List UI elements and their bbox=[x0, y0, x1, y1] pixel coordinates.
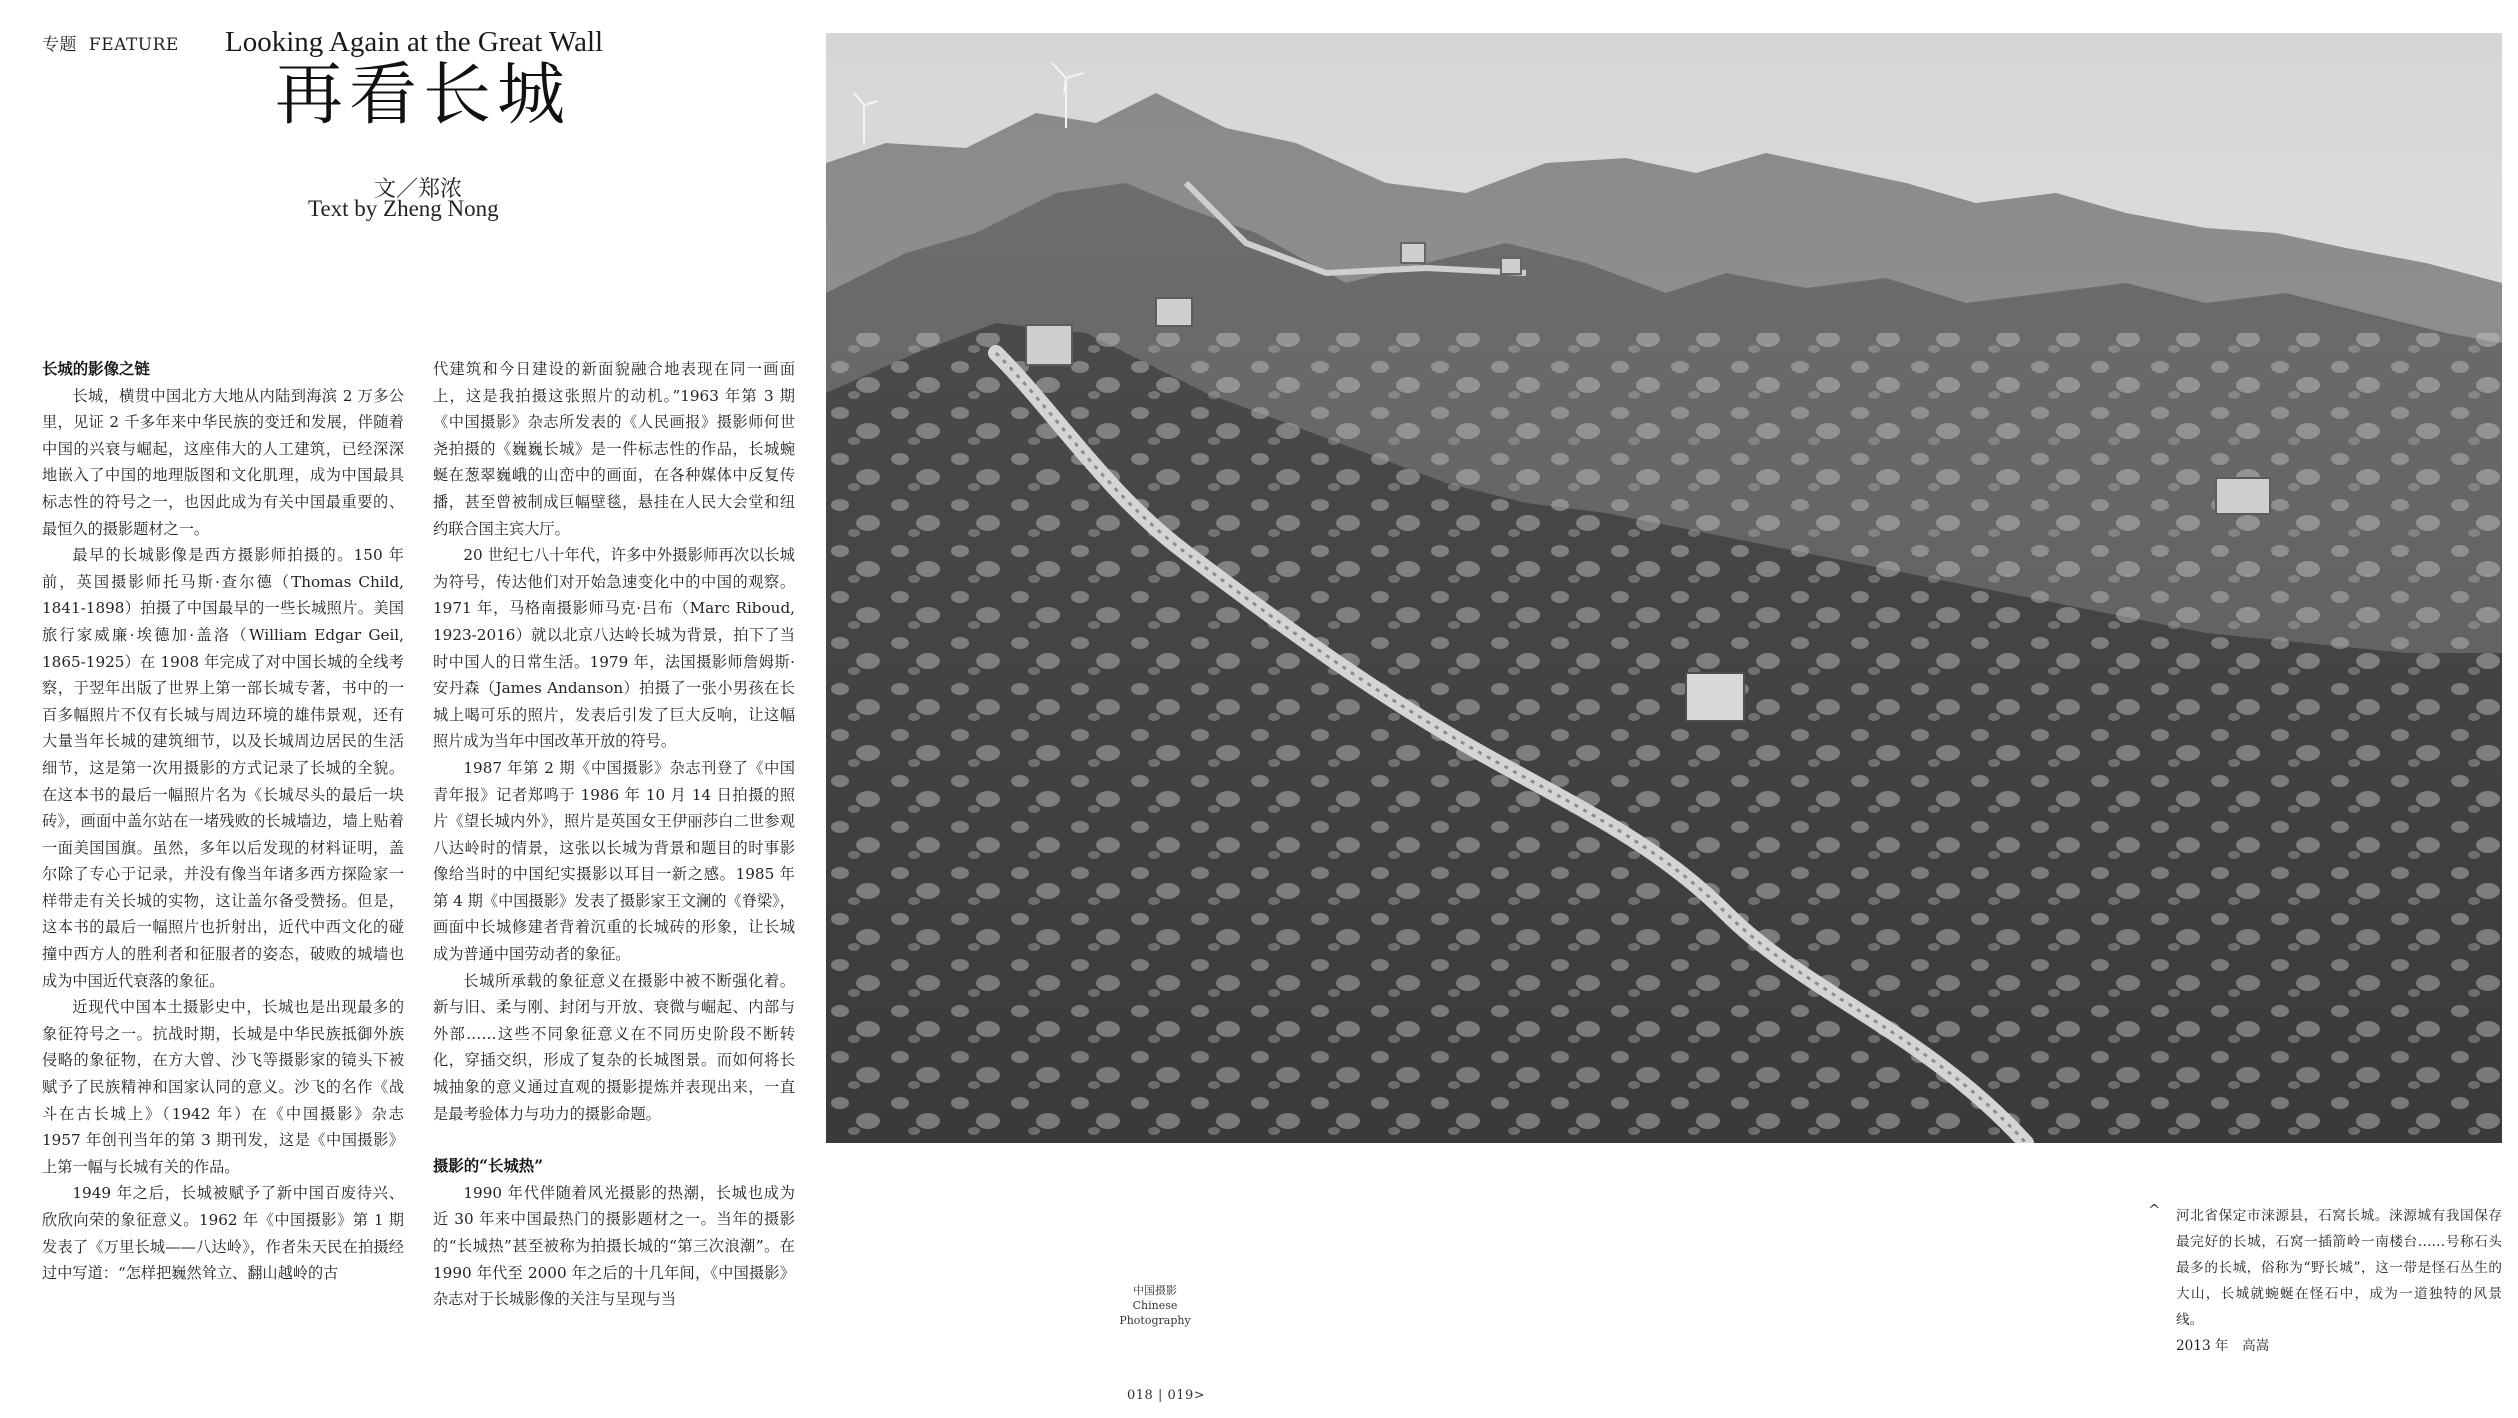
watchtower bbox=[1401, 243, 1425, 263]
magazine-name-zh: 中国摄影 bbox=[1133, 1284, 1177, 1297]
paragraph: 长城，横贯中国北方大地从内陆到海滨 2 万多公里，见证 2 千多年来中华民族的变迁和发展，伴随着中国的兴衰与崛起，这座伟大的人工建筑，已经深深地嵌入了中国的地理版图和文化肌理，成为中国最具标志性的符号之一，也因此成为有关中国最重要的、最恒久的摄影题材之一。 bbox=[42, 386, 404, 538]
byline-chinese: 文／郑浓 bbox=[374, 177, 463, 202]
caption-marker: ^ bbox=[2148, 1201, 2161, 1219]
paragraph: 最早的长城影像是西方摄影师拍摄的。150 年前，英国摄影师托马斯·查尔德（Thomas Child, 1841-1898）拍摄了中国最早的一些长城照片。美国旅行家威廉·埃德加·盖洛（William Edgar Geil, 1865-1925）在 1908 年完成了对中国长城的全线考察，于翌年出版了世界上第一部长城专著，书中的一百多幅照片不仅有长城与周边环境的雄伟景观，还有大量当年长城的建筑细节，以及长城周边居民的生活细节，这是第一次用摄影的方式记录了长城的全貌。在这本书的最后一幅照片名为《长城尽头的最后一块砖》，画面中盖尔站在一堵残败的长城墙边，墙上贴着一面美国国旗。虽然，多年以后发现的材料证明，盖尔除了专心于记录，并没有像当年诸多西方探险家一样带走有关长城的实物，这让盖尔备受赞扬。但是，这本书的最后一幅照片也折射出，近代中西文化的碰撞中西方人的胜利者和征服者的姿态，破败的城墙也成为中国近代衰落的象征。 bbox=[42, 546, 404, 990]
paragraph: 代建筑和今日建设的新面貌融合地表现在同一画面上，这是我拍摄这张照片的动机。”1963 年第 3 期《中国摄影》杂志所发表的《人民画报》摄影师何世尧拍摄的《巍巍长城》是一件标志性的作品，长城蜿蜒在葱翠巍峨的山峦中的画面，在各种媒体中反复传播，甚至曾被制成巨幅壁毯，悬挂在人民大会堂和纽约联合国主宾大厅。 bbox=[433, 360, 795, 538]
paragraph: 1987 年第 2 期《中国摄影》杂志刊登了《中国青年报》记者郑鸣于 1986 年 10 月 14 日拍摄的照片《望长城内外》，照片是英国女王伊丽莎白二世参观八达岭时的情景，这张以长城为背景和题目的时事影像给当时的中国纪实摄影以耳目一新之感。1985 年第 4 期《中国摄影》发表了摄影家王文澜的《脊梁》，画面中长城修建者背着沉重的长城砖的形象，让长城成为普通中国劳动者的象征。 bbox=[433, 758, 795, 964]
title-english: Looking Again at the Great Wall bbox=[225, 26, 604, 58]
magazine-name bbox=[1110, 1283, 1200, 1328]
caption-credit: 2013 年 高嵩 bbox=[2176, 1338, 2270, 1354]
photo-caption bbox=[2176, 1203, 2502, 1359]
article-column-1 bbox=[42, 356, 404, 1287]
section-tag-en: FEATURE bbox=[88, 35, 179, 55]
section-heading: 摄影的“长城热” bbox=[433, 1157, 544, 1176]
watchtower bbox=[1686, 673, 1744, 721]
watchtower bbox=[1501, 258, 1521, 274]
article-column-2 bbox=[433, 356, 795, 1313]
magazine-name-en-2: Photography bbox=[1119, 1314, 1191, 1327]
section-tag bbox=[42, 30, 179, 55]
page-numbers: 018 | 019> bbox=[1127, 1388, 1206, 1403]
great-wall-photo bbox=[826, 33, 2502, 1143]
section-tag-zh: 专题 bbox=[42, 35, 77, 55]
section-heading: 长城的影像之链 bbox=[42, 360, 150, 378]
watchtower bbox=[1026, 325, 1072, 365]
paragraph: 近现代中国本土摄影史中，长城也是出现最多的象征符号之一。抗战时期，长城是中华民族抵御外族侵略的象征物，在方大曾、沙飞等摄影家的镜头下被赋予了民族精神和国家认同的意义。沙飞的名作《战斗在古长城上》（1942 年）在《中国摄影》杂志 1957 年创刊当年的第 3 期刊发，这是《中国摄影》上第一幅与长城有关的作品。 bbox=[42, 998, 404, 1176]
paragraph: 1990 年代伴随着风光摄影的热潮，长城也成为近 30 年来中国最热门的摄影题材之一。当年的摄影的“长城热”甚至被称为拍摄长城的“第三次浪潮”。在 1990 年代至 2000 年之后的十几年间，《中国摄影》杂志对于长城影像的关注与呈现与当 bbox=[433, 1183, 795, 1309]
paragraph: 20 世纪七八十年代，许多中外摄影师再次以长城为符号，传达他们对开始急速变化中的中国的观察。1971 年，马格南摄影师马克·吕布（Marc Riboud, 1923-2016）就以北京八达岭长城为背景，拍下了当时中国人的日常生活。1979 年，法国摄影师詹姆斯·安丹森（James Andanson）拍摄了一张小男孩在长城上喝可乐的照片，发表后引发了巨大反响，让这幅照片成为当年中国改革开放的符号。 bbox=[433, 546, 795, 751]
caption-text: 河北省保定市涞源县，石窝长城。涞源城有我国保存最完好的长城，石窝一插箭岭一南楼台……号称石头最多的长城，俗称为“野长城”，这一带是怪石丛生的大山，长城就蜿蜒在怪石中，成为一道独特的风景线。 bbox=[2176, 1208, 2502, 1328]
watchtower bbox=[2216, 478, 2270, 514]
title-chinese: 再看长城 bbox=[275, 56, 572, 135]
watchtower bbox=[1156, 298, 1192, 326]
byline-english: Text by Zheng Nong bbox=[308, 196, 499, 221]
magazine-name-en-1: Chinese bbox=[1132, 1299, 1178, 1312]
paragraph: 1949 年之后，长城被赋予了新中国百废待兴、欣欣向荣的象征意义。1962 年《中国摄影》第 1 期发表了《万里长城——八达岭》，作者朱天民在拍摄经过中写道：“怎样把巍然耸立、翻山越岭的古 bbox=[42, 1184, 404, 1283]
paragraph: 长城所承载的象征意义在摄影中被不断强化着。新与旧、柔与刚、封闭与开放、衰微与崛起、内部与外部……这些不同象征意义在不同历史阶段不断转化，穿插交织，形成了复杂的长城图景。而如何将长城抽象的意义通过直观的摄影提炼并表现出来，一直是最考验体力与功力的摄影命题。 bbox=[433, 971, 795, 1123]
